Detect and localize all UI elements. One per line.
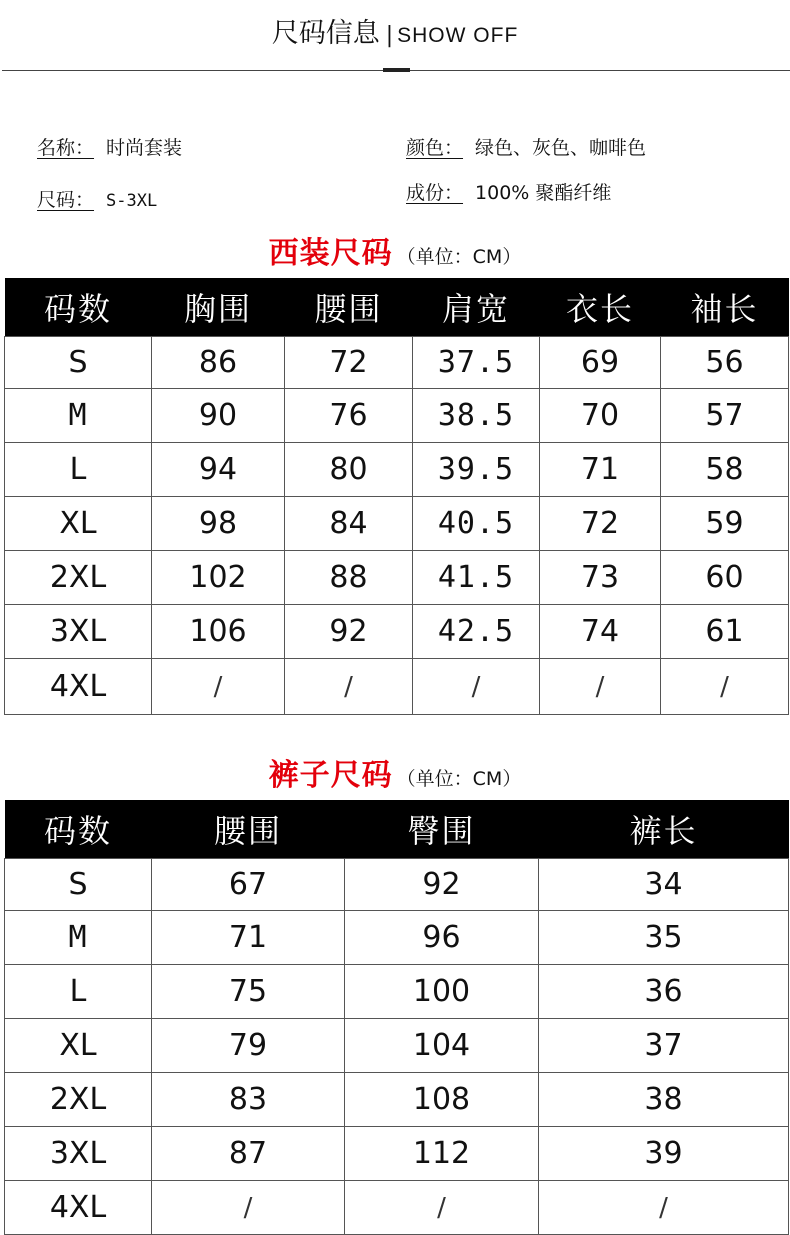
info-size-value: S-3XL — [106, 191, 158, 211]
info-color-label: 颜色： — [406, 137, 464, 159]
table-row — [5, 911, 789, 965]
table-cell: 59 — [661, 497, 789, 551]
size-label-cell: XL — [5, 497, 152, 551]
table-cell: 86 — [152, 337, 285, 389]
table-cell: / — [152, 1181, 345, 1235]
pants-section-title — [0, 750, 790, 794]
table-cell: 76 — [285, 389, 413, 443]
table-row — [5, 1127, 789, 1181]
table-cell: 60 — [661, 551, 789, 605]
header-cell: 胸围 — [152, 278, 285, 337]
size-label-cell: 3XL — [5, 1127, 152, 1181]
info-size — [37, 187, 157, 214]
table-cell: 104 — [345, 1019, 539, 1073]
table-row — [5, 443, 789, 497]
pants-unit: （单位：CM） — [396, 768, 522, 790]
header-cell: 臀围 — [345, 800, 539, 859]
pants-title: 裤子尺码 — [268, 758, 393, 793]
info-name-label: 名称： — [37, 137, 95, 159]
table-row — [5, 551, 789, 605]
header-cell: 衣长 — [540, 278, 661, 337]
info-color — [406, 135, 646, 161]
title-chinese: 尺码信息 — [271, 18, 380, 49]
table-cell: 79 — [152, 1019, 345, 1073]
header-cell: 码数 — [5, 800, 152, 859]
title-english: SHOW OFF — [397, 24, 519, 47]
size-label-cell: 2XL — [5, 1073, 152, 1127]
table-cell: 71 — [152, 911, 345, 965]
table-cell: 112 — [345, 1127, 539, 1181]
table-cell: 37 — [539, 1019, 789, 1073]
table-cell: 71 — [540, 443, 661, 497]
table-cell: 106 — [152, 605, 285, 659]
table-cell: 74 — [540, 605, 661, 659]
table-cell: 70 — [540, 389, 661, 443]
suit-size-table — [4, 278, 789, 715]
table-cell: 41.5 — [413, 551, 540, 605]
size-label-cell: 4XL — [5, 1181, 152, 1235]
table-row — [5, 1019, 789, 1073]
table-cell: 83 — [152, 1073, 345, 1127]
table-cell: 94 — [152, 443, 285, 497]
table-cell: 34 — [539, 859, 789, 911]
table-row — [5, 965, 789, 1019]
table-row — [5, 389, 789, 443]
size-label-cell: L — [5, 965, 152, 1019]
table-cell: 58 — [661, 443, 789, 497]
table-cell: 90 — [152, 389, 285, 443]
size-label-cell: XL — [5, 1019, 152, 1073]
table-cell: 72 — [285, 337, 413, 389]
table-cell: 108 — [345, 1073, 539, 1127]
table-cell: 102 — [152, 551, 285, 605]
table-cell: / — [413, 659, 540, 715]
header-cell: 裤长 — [539, 800, 789, 859]
table-cell: 96 — [345, 911, 539, 965]
suit-section-title — [0, 228, 790, 272]
table-header-row — [5, 800, 789, 859]
table-cell: 92 — [345, 859, 539, 911]
table-cell: / — [661, 659, 789, 715]
suit-unit: （单位：CM） — [396, 246, 522, 268]
table-cell: 75 — [152, 965, 345, 1019]
table-cell: 92 — [285, 605, 413, 659]
size-label-cell: 2XL — [5, 551, 152, 605]
table-row — [5, 497, 789, 551]
size-label-cell: M — [5, 911, 152, 965]
header-divider-accent — [383, 68, 410, 72]
table-cell: 88 — [285, 551, 413, 605]
table-cell: 84 — [285, 497, 413, 551]
table-cell: / — [152, 659, 285, 715]
table-row — [5, 659, 789, 715]
table-cell: 57 — [661, 389, 789, 443]
size-label-cell: 3XL — [5, 605, 152, 659]
table-cell: / — [540, 659, 661, 715]
table-cell: 87 — [152, 1127, 345, 1181]
table-cell: / — [285, 659, 413, 715]
table-cell: 72 — [540, 497, 661, 551]
page-header — [0, 0, 790, 72]
info-color-value: 绿色、灰色、咖啡色 — [475, 137, 647, 159]
table-cell: 56 — [661, 337, 789, 389]
header-cell: 码数 — [5, 278, 152, 337]
info-material — [406, 180, 611, 206]
table-cell: 100 — [345, 965, 539, 1019]
table-header-row — [5, 278, 789, 337]
table-row — [5, 337, 789, 389]
size-label-cell: L — [5, 443, 152, 497]
table-cell: 69 — [540, 337, 661, 389]
suit-title: 西装尺码 — [268, 236, 393, 271]
table-cell: 98 — [152, 497, 285, 551]
size-label-cell: M — [5, 389, 152, 443]
table-cell: 61 — [661, 605, 789, 659]
table-cell: 38 — [539, 1073, 789, 1127]
info-material-value: 100% 聚酯纤维 — [475, 182, 612, 204]
table-cell: 39 — [539, 1127, 789, 1181]
table-cell: 35 — [539, 911, 789, 965]
table-cell: 42.5 — [413, 605, 540, 659]
table-cell: 39.5 — [413, 443, 540, 497]
table-cell: 36 — [539, 965, 789, 1019]
table-row — [5, 859, 789, 911]
table-row — [5, 605, 789, 659]
size-label-cell: 4XL — [5, 659, 152, 715]
pants-size-table — [4, 800, 789, 1235]
info-name — [37, 135, 182, 161]
title-separator: | — [385, 23, 394, 48]
table-cell: / — [345, 1181, 539, 1235]
table-row — [5, 1073, 789, 1127]
table-cell: 67 — [152, 859, 345, 911]
table-cell: 37.5 — [413, 337, 540, 389]
page-title — [0, 14, 790, 56]
header-cell: 袖长 — [661, 278, 789, 337]
header-cell: 腰围 — [152, 800, 345, 859]
info-name-value: 时尚套装 — [106, 137, 183, 159]
table-cell: 80 — [285, 443, 413, 497]
table-row — [5, 1181, 789, 1235]
header-cell: 腰围 — [285, 278, 413, 337]
table-cell: 40.5 — [413, 497, 540, 551]
size-label-cell: S — [5, 337, 152, 389]
table-cell: 38.5 — [413, 389, 540, 443]
info-size-label: 尺码： — [37, 189, 95, 211]
header-cell: 肩宽 — [413, 278, 540, 337]
info-material-label: 成份： — [406, 182, 464, 204]
size-label-cell: S — [5, 859, 152, 911]
table-cell: / — [539, 1181, 789, 1235]
table-cell: 73 — [540, 551, 661, 605]
